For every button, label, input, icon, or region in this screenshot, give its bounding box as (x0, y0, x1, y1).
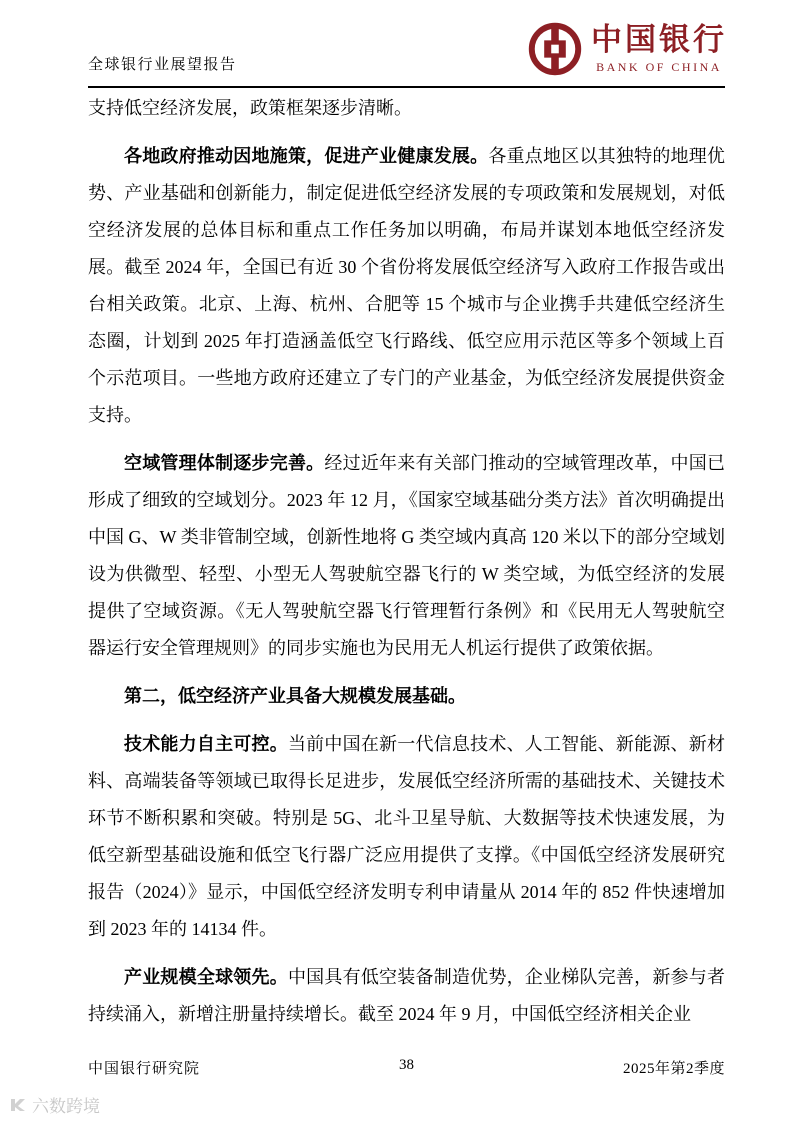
paragraph (88, 959, 725, 1033)
page-footer (88, 1057, 725, 1081)
watermark (8, 1092, 100, 1117)
section-heading: 第二，低空经济产业具备大规模发展基础。 (124, 686, 466, 706)
paragraph-lead: 产业规模全球领先。 (124, 967, 288, 987)
paragraph-lead: 各地政府推动因地施策，促进产业健康发展。 (124, 146, 489, 166)
opening-line: 支持低空经济发展，政策框架逐步清晰。 (88, 98, 412, 118)
paragraph-text: 经过近年来有关部门推动的空域管理改革，中国已形成了细致的空域划分。2023 年 12 月，《国家空域基础分类方法》首次明确提出中国 G、W 类非管制空域，创新性地将 G 类空域内真高 120 米以下的部分空域划设为供微型、轻型、小型无人驾驶航空器飞行的 W 类空域，为低空经济的发展提供了空域资源。《无人驾驶航空器飞行管理暂行条例》和《民用无人驾驶航空器运行安全管理规则》的同步实施也为民用无人机运行提供了政策依据。 (88, 453, 725, 658)
paragraph-text: 中国具有低空装备制造优势，企业梯队完善，新参与者持续涌入，新增注册量持续增长。截至 2024 年 9 月，中国低空经济相关企业 (88, 967, 725, 1024)
watermark-logo-icon (8, 1095, 28, 1115)
paragraph (88, 726, 725, 948)
paragraph-text: 当前中国在新一代信息技术、人工智能、新能源、新材料、高端装备等领域已取得长足进步，发展低空经济所需的基础技术、关键技术环节不断积累和突破。特别是 5G、北斗卫星导航、大数据等技术快速发展，为低空新型基础设施和低空飞行器广泛应用提供了支撑。《中国低空经济发展研究报告（2024）》显示，中国低空经济发明专利申请量从 2014 年的 852 件快速增加到 2023 年的 14134 件。 (88, 734, 725, 939)
paragraph-lead: 空域管理体制逐步完善。 (124, 453, 325, 473)
paragraph-text: 各重点地区以其独特的地理优势、产业基础和创新能力，制定促进低空经济发展的专项政策和发展规划，对低空经济发展的总体目标和重点工作任务加以明确，布局并谋划本地低空经济发展。截至 2024 年，全国已有近 30 个省份将发展低空经济写入政府工作报告或出台相关政策。北京、上海、杭州、合肥等 15 个城市与企业携手共建低空经济生态圈，计划到 2025 年打造涵盖低空飞行路线、低空应用示范区等多个领域上百个示范项目。一些地方政府还建立了专门的产业基金，为低空经济发展提供资金支持。 (88, 146, 725, 425)
footer-institution: 中国银行研究院 (88, 1061, 201, 1077)
boc-name-en: BANK OF CHINA (596, 59, 722, 74)
bank-of-china-logo (528, 22, 727, 76)
footer-issue: 2025年第2季度 (622, 1061, 725, 1077)
header-divider (88, 86, 725, 88)
footer-page-number: 38 (399, 1057, 414, 1073)
watermark-text: 六数跨境 (32, 1097, 100, 1116)
report-title: 全球银行业展望报告 (88, 57, 237, 73)
paragraph (88, 445, 725, 667)
paragraph (88, 138, 725, 434)
paragraph-lead: 技术能力自主可控。 (124, 734, 288, 754)
boc-logo-text (591, 21, 727, 75)
boc-coin-emblem-icon (528, 22, 582, 76)
boc-name-cn: 中国银行 (591, 21, 727, 57)
page-body (88, 90, 725, 1050)
